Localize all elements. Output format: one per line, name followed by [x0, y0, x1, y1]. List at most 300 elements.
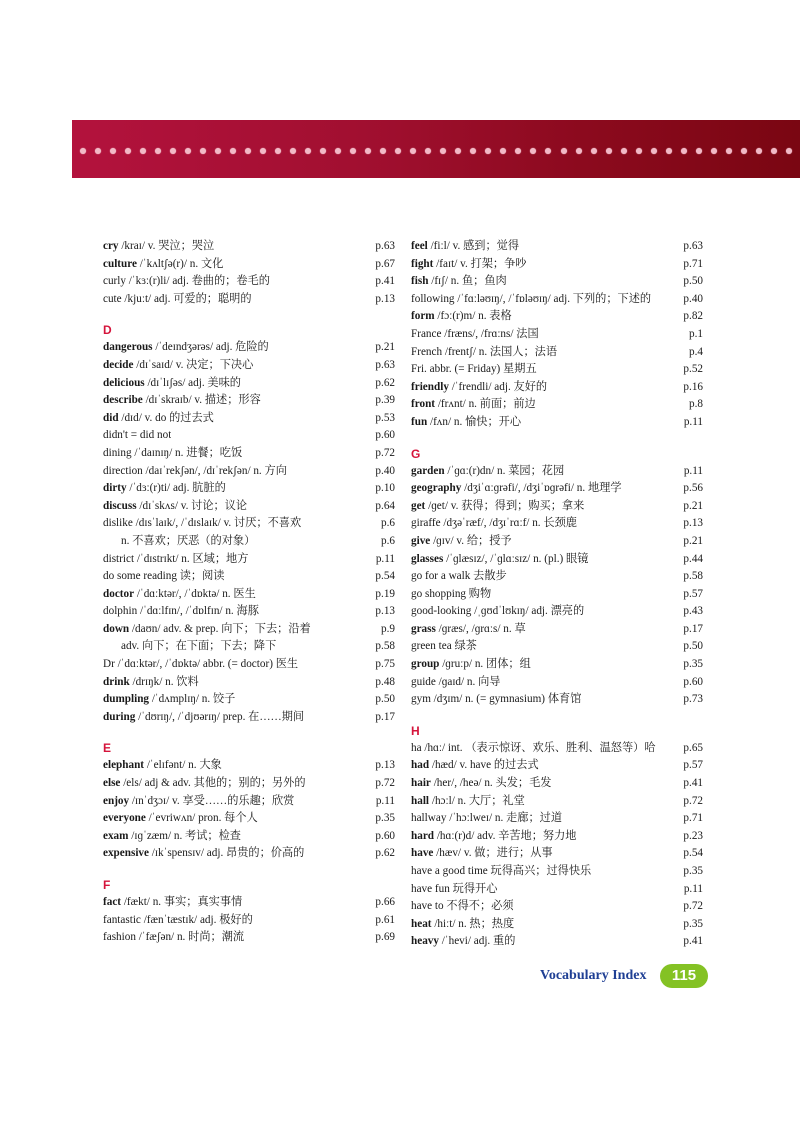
entry-page: p.4 — [689, 345, 703, 358]
entry-page: p.21 — [683, 534, 703, 547]
vocabulary-entry — [411, 238, 703, 256]
entry-definition: /fʌn/ n. 愉快；开心 — [427, 415, 522, 428]
entry-definition: /ˈhevi/ adj. 重的 — [438, 935, 516, 948]
banner-dot — [320, 148, 326, 154]
entry-definition: /ˈfrendli/ adj. 友好的 — [448, 380, 548, 393]
banner-dot — [140, 148, 146, 154]
entry-page: p.13 — [375, 292, 395, 305]
vocabulary-entry — [103, 238, 395, 256]
entry-text — [103, 410, 214, 428]
vocabulary-entry — [411, 775, 703, 793]
vocabulary-entry — [103, 775, 395, 793]
vocabulary-entry — [411, 414, 703, 432]
entry-page: p.35 — [683, 658, 703, 671]
banner-dot — [470, 148, 476, 154]
entry-text — [411, 845, 553, 863]
vocabulary-entry — [411, 621, 703, 639]
entry-text — [103, 515, 301, 533]
banner-dot-row — [80, 146, 792, 156]
entry-text — [411, 515, 577, 533]
entry-headword: everyone — [103, 812, 146, 825]
banner-dot — [741, 148, 747, 154]
entry-definition: /fækt/ n. 事实；真实事情 — [121, 896, 243, 908]
entry-headword: friendly — [411, 380, 449, 393]
vocabulary-entry — [411, 674, 703, 692]
entry-page: p.57 — [683, 759, 703, 772]
entry-text — [411, 793, 525, 811]
entry-text — [411, 810, 562, 828]
entry-page: p.69 — [375, 931, 395, 944]
vocabulary-entry — [103, 894, 395, 912]
banner-dot — [696, 148, 702, 154]
entry-text — [411, 414, 521, 432]
entry-page: p.48 — [375, 675, 395, 688]
entry-text — [411, 308, 512, 326]
entry-page: p.71 — [683, 257, 703, 270]
vocabulary-entry — [411, 515, 703, 533]
banner-dot — [170, 148, 176, 154]
entry-text — [411, 740, 656, 758]
banner-dot — [545, 148, 551, 154]
entry-text — [103, 586, 256, 604]
entry-definition: /ˈɡɑː(r)dn/ n. 菜园；花园 — [444, 464, 565, 477]
entry-text — [103, 498, 247, 516]
vocabulary-entry — [411, 533, 703, 551]
entry-page: p.41 — [375, 275, 395, 288]
entry-page: p.21 — [683, 499, 703, 512]
entry-page: p.21 — [375, 341, 395, 354]
vocabulary-entry — [103, 603, 395, 621]
entry-page: p.11 — [375, 552, 395, 565]
entry-definition: /hɑː(r)d/ adv. 辛苦地；努力地 — [434, 829, 577, 842]
page-number-badge: 115 — [660, 964, 708, 988]
entry-page: p.40 — [375, 464, 395, 477]
vocabulary-entry — [103, 445, 395, 463]
entry-text — [411, 603, 584, 621]
entry-page: p.11 — [683, 882, 703, 895]
entry-definition: /fɔː(r)m/ n. 表格 — [434, 310, 512, 323]
entry-headword: front — [411, 398, 436, 411]
section-gap — [411, 709, 703, 720]
banner-dot — [215, 148, 221, 154]
entry-definition: do some reading 读；阅读 — [103, 570, 225, 583]
entry-definition: go shopping 购物 — [411, 587, 492, 600]
entry-page: p.13 — [375, 759, 395, 772]
entry-page: p.72 — [375, 777, 395, 790]
banner-dot — [515, 148, 521, 154]
entry-text — [103, 427, 171, 445]
vocabulary-entry — [103, 427, 395, 445]
entry-page: p.13 — [683, 517, 703, 530]
entry-definition: /ɪkˈspensɪv/ adj. 昂贵的；价高的 — [149, 847, 305, 860]
entry-headword: enjoy — [103, 794, 130, 807]
banner-dot — [666, 148, 672, 154]
entry-definition: ha /hɑː/ int. （表示惊讶、欢乐、胜利、温怒等）哈 — [411, 741, 656, 754]
entry-definition: /ˈdʊrɪŋ/, /ˈdjʊərɪŋ/ prep. 在……期间 — [135, 710, 305, 723]
vocabulary-entry — [103, 392, 395, 410]
entry-text — [103, 291, 252, 309]
section-gap — [103, 308, 395, 319]
entry-headword: feel — [411, 240, 428, 252]
vocabulary-entry — [103, 757, 395, 775]
entry-definition: /ˈdʌmplɪŋ/ n. 饺子 — [149, 693, 236, 706]
vocabulary-entry — [411, 586, 703, 604]
entry-page: p.61 — [375, 913, 395, 926]
entry-definition: /frʌnt/ n. 前面；前边 — [435, 398, 536, 411]
entry-definition: /fɪʃ/ n. 鱼；鱼肉 — [428, 275, 507, 288]
banner-dot — [80, 148, 86, 154]
entry-definition: dislike /dɪsˈlaɪk/, /ˈdɪslaɪk/ v. 讨厌；不喜欢 — [103, 517, 302, 530]
entry-text — [103, 674, 199, 692]
vocabulary-entry — [411, 933, 703, 951]
entry-definition: go for a walk 去散步 — [411, 570, 507, 583]
entry-headword: discuss — [103, 499, 137, 512]
entry-page: p.60 — [375, 429, 395, 442]
entry-page: p.50 — [683, 275, 703, 288]
entry-headword: exam — [103, 829, 129, 842]
entry-text — [411, 933, 515, 951]
entry-headword: dumpling — [103, 693, 150, 706]
entry-page: p.58 — [683, 570, 703, 583]
banner-dot — [681, 148, 687, 154]
entry-page: p.35 — [683, 865, 703, 877]
section-letter: D — [103, 323, 112, 338]
entry-page: p.19 — [375, 587, 395, 600]
entry-definition: French /frentʃ/ n. 法国人；法语 — [411, 345, 558, 358]
banner-dot — [185, 148, 191, 154]
vocabulary-entry — [103, 480, 395, 498]
entry-continuation — [103, 533, 395, 551]
vocabulary-entry — [411, 396, 703, 414]
entry-definition: following /ˈfɑːləʊɪŋ/, /ˈfɒləʊɪŋ/ adj. 下列的；下述的 — [411, 292, 652, 305]
banner-dot — [771, 148, 777, 154]
entry-page: p.57 — [683, 587, 703, 600]
banner-dot — [275, 148, 281, 154]
entry-headword: dirty — [103, 482, 127, 495]
vocabulary-entry — [411, 498, 703, 516]
vocabulary-entry — [103, 551, 395, 569]
banner-dot — [290, 148, 296, 154]
vocabulary-entry — [411, 463, 703, 481]
entry-page: p.50 — [683, 640, 703, 653]
entry-text — [103, 757, 222, 775]
entry-headword: hair — [411, 777, 431, 790]
vocabulary-entry — [103, 912, 395, 930]
banner-dot — [455, 148, 461, 154]
banner-dot — [380, 148, 386, 154]
vocabulary-entry — [103, 410, 395, 428]
banner-dot — [786, 148, 792, 154]
banner-dot — [230, 148, 236, 154]
entry-definition: have to 不得不；必须 — [411, 900, 514, 913]
entry-continuation-text: adv. 向下；在下面；下去；降下 — [121, 640, 277, 653]
entry-text — [103, 551, 248, 569]
entry-text — [411, 396, 536, 414]
vocabulary-entry — [411, 845, 703, 863]
entry-definition: /dɪˈskraɪb/ v. 描述；形容 — [142, 394, 261, 407]
entry-definition: /ɡruːp/ n. 团体；组 — [439, 658, 531, 671]
vocabulary-entry — [103, 793, 395, 811]
entry-page: p.17 — [683, 622, 703, 635]
entry-page: p.50 — [375, 693, 395, 706]
entry-page: p.41 — [683, 777, 703, 790]
entry-page: p.44 — [683, 552, 703, 565]
entry-text — [103, 339, 269, 357]
entry-page: p.63 — [683, 240, 703, 252]
entry-page: p.35 — [683, 917, 703, 930]
entry-definition: fantastic /fænˈtæstɪk/ adj. 极好的 — [103, 913, 253, 926]
entry-text — [411, 533, 512, 551]
vocabulary-entry — [103, 515, 395, 533]
entry-headword: else — [103, 777, 121, 790]
entry-definition: curly /ˈkɜː(r)li/ adj. 卷曲的；卷毛的 — [103, 275, 270, 288]
entry-page: p.13 — [375, 605, 395, 618]
entry-page: p.72 — [683, 900, 703, 913]
vocabulary-entry — [103, 709, 395, 727]
entry-definition: /ˈɡlæsɪz/, /ˈɡlɑːsɪz/ n. (pl.) 眼镜 — [443, 552, 589, 565]
entry-definition: /dɪˈlɪʃəs/ adj. 美味的 — [144, 376, 241, 389]
entry-page: p.11 — [683, 464, 703, 477]
entry-text — [411, 568, 507, 586]
vocabulary-entry — [411, 757, 703, 775]
vocabulary-entry — [103, 929, 395, 947]
entry-definition: /hɔːl/ n. 大厅；礼堂 — [429, 794, 525, 807]
entry-page: p.72 — [683, 794, 703, 807]
entry-page: p.1 — [689, 327, 703, 340]
entry-text — [103, 463, 287, 481]
entry-definition: /her/, /heə/ n. 头发；毛发 — [430, 777, 552, 790]
entry-definition: /ˈevriwʌn/ pron. 每个人 — [145, 812, 258, 825]
entry-text — [411, 656, 531, 674]
entry-definition: Dr /ˈdɑːktər/, /ˈdɒktə/ abbr. (= doctor) 医生 — [103, 658, 299, 671]
entry-definition: district /ˈdɪstrɪkt/ n. 区域；地方 — [103, 552, 249, 565]
vocabulary-entry — [103, 375, 395, 393]
entry-definition: France /fræns/, /frɑːns/ 法国 — [411, 327, 539, 340]
entry-headword: group — [411, 658, 440, 671]
entry-headword: fun — [411, 415, 428, 428]
entry-page: p.54 — [683, 847, 703, 860]
entry-text — [411, 881, 497, 899]
banner-dot — [245, 148, 251, 154]
entry-page: p.62 — [375, 847, 395, 860]
entry-page: p.11 — [683, 415, 703, 428]
banner-dot — [711, 148, 717, 154]
entry-page: p.41 — [683, 935, 703, 948]
entry-text — [411, 463, 564, 481]
entry-page: p.63 — [375, 240, 395, 252]
entry-definition: giraffe /dʒəˈræf/, /dʒɪˈrɑːf/ n. 长颈鹿 — [411, 517, 577, 530]
entry-definition: /ˈelɪfənt/ n. 大象 — [144, 759, 222, 772]
banner-dot — [500, 148, 506, 154]
entry-definition: /ɡræs/, /ɡrɑːs/ n. 草 — [435, 622, 526, 635]
entry-headword: did — [103, 411, 119, 424]
banner-dot — [260, 148, 266, 154]
vocabulary-entry — [411, 916, 703, 934]
entry-text — [411, 256, 527, 274]
entry-headword: give — [411, 534, 431, 547]
entry-headword: expensive — [103, 847, 149, 860]
vocabulary-entry — [103, 656, 395, 674]
entry-text — [103, 894, 242, 912]
entry-text — [411, 916, 514, 934]
entry-page: p.62 — [375, 376, 395, 389]
vocabulary-entry — [411, 568, 703, 586]
entry-page: p.54 — [375, 570, 395, 583]
banner-dot — [335, 148, 341, 154]
entry-headword: get — [411, 499, 426, 512]
banner-dot — [305, 148, 311, 154]
entry-page: p.53 — [375, 411, 395, 424]
entry-headword: doctor — [103, 587, 135, 600]
entry-definition: /dʒiˈɑːɡrəfi/, /dʒiˈɒɡrəfi/ n. 地理学 — [461, 482, 622, 495]
entry-page: p.17 — [375, 710, 395, 723]
entry-text — [103, 480, 226, 498]
banner-dot — [110, 148, 116, 154]
entry-definition: /dɪd/ v. do 的过去式 — [118, 411, 214, 424]
entry-headword: drink — [103, 675, 130, 688]
entry-headword: down — [103, 622, 130, 635]
entry-page: p.11 — [375, 794, 395, 807]
entry-text — [103, 656, 298, 674]
entry-definition: /daʊn/ adv. & prep. 向下；下去；沿着 — [129, 622, 311, 635]
entry-definition: /ˈdɑːktər/, /ˈdɒktə/ n. 医生 — [134, 587, 256, 600]
entry-definition: have fun 玩得开心 — [411, 882, 498, 895]
entry-headword: hard — [411, 829, 435, 842]
vocabulary-entry — [411, 638, 703, 656]
entry-definition: /ˈdɜː(r)ti/ adj. 肮脏的 — [126, 482, 226, 495]
entry-text — [103, 912, 253, 930]
section-letter: F — [103, 878, 111, 892]
entry-definition: /ˈdeɪndʒərəs/ adj. 危险的 — [152, 341, 269, 354]
entry-headword: heat — [411, 917, 432, 930]
vocabulary-entry — [103, 845, 395, 863]
vocabulary-entry — [411, 308, 703, 326]
entry-headword: culture — [103, 257, 137, 270]
entry-headword: garden — [411, 464, 445, 477]
entry-headword: fight — [411, 257, 434, 270]
section-letter: E — [103, 741, 112, 756]
entry-page: p.65 — [683, 741, 703, 754]
entry-headword: fish — [411, 275, 429, 288]
entry-definition: green tea 绿茶 — [411, 640, 477, 653]
entry-text — [411, 480, 622, 498]
entry-page: p.43 — [683, 605, 703, 618]
vocabulary-entry — [103, 586, 395, 604]
entry-definition: direction /daɪˈrekʃən/, /dɪˈrekʃən/ n. 方向 — [103, 464, 287, 477]
entry-definition: /hæv/ v. 做；进行；从事 — [433, 847, 553, 860]
vocabulary-entry — [103, 256, 395, 274]
entry-text — [103, 568, 225, 586]
entry-text — [103, 357, 253, 375]
entry-text — [411, 691, 581, 709]
entry-page: p.58 — [375, 640, 395, 653]
entry-page: p.82 — [683, 310, 703, 323]
entry-text — [103, 810, 258, 828]
vocabulary-entry — [103, 273, 395, 291]
banner-dot — [350, 148, 356, 154]
banner-dot — [530, 148, 536, 154]
banner-dot — [636, 148, 642, 154]
banner-dot — [440, 148, 446, 154]
entry-headword: hall — [411, 794, 430, 807]
vocabulary-entry — [411, 740, 703, 758]
entry-definition: hallway /ˈhɔːlweɪ/ n. 走廊；过道 — [411, 812, 563, 825]
vocabulary-entry — [103, 810, 395, 828]
entry-text — [411, 828, 576, 846]
banner-dot — [726, 148, 732, 154]
vocabulary-entry — [411, 344, 703, 362]
entry-definition: cute /kjuːt/ adj. 可爱的；聪明的 — [103, 292, 252, 305]
section-gap — [103, 726, 395, 737]
entry-page: p.60 — [375, 829, 395, 842]
vocabulary-entry — [411, 326, 703, 344]
banner-dot — [485, 148, 491, 154]
entry-headword: cry — [103, 240, 119, 252]
entry-headword: decide — [103, 358, 134, 371]
entry-page: p.64 — [375, 499, 395, 512]
entry-page: p.71 — [683, 812, 703, 825]
entry-definition: /ɪɡˈzæm/ n. 考试；检查 — [128, 829, 241, 842]
entry-text — [411, 498, 584, 516]
banner-dot — [155, 148, 161, 154]
vocabulary-entry — [411, 810, 703, 828]
entry-text — [411, 238, 519, 256]
entry-definition: /faɪt/ v. 打架；争吵 — [433, 257, 527, 270]
entry-page: p.66 — [375, 896, 395, 908]
vocabulary-entry — [103, 568, 395, 586]
entry-page: p.40 — [683, 292, 703, 305]
entry-definition: dining /ˈdaɪnɪŋ/ n. 进餐；吃饭 — [103, 446, 243, 459]
vocabulary-entry — [411, 551, 703, 569]
vocabulary-entry — [411, 480, 703, 498]
entry-text — [103, 621, 311, 639]
entry-text — [103, 775, 306, 793]
banner-dot — [200, 148, 206, 154]
entry-text — [411, 326, 539, 344]
entry-headword: during — [103, 710, 136, 723]
entry-definition: didn't = did not — [103, 429, 172, 442]
banner-dot — [95, 148, 101, 154]
vocabulary-entry — [103, 498, 395, 516]
entry-text — [103, 929, 244, 947]
entry-definition: guide /ɡaɪd/ n. 向导 — [411, 675, 501, 688]
entry-headword: have — [411, 847, 434, 860]
banner-dot — [591, 148, 597, 154]
entry-text — [411, 621, 526, 639]
entry-headword: glasses — [411, 552, 444, 565]
vocabulary-entry — [103, 357, 395, 375]
entry-text — [103, 793, 294, 811]
entry-headword: heavy — [411, 935, 439, 948]
entry-page: p.60 — [683, 675, 703, 688]
entry-text — [411, 775, 551, 793]
vocabulary-entry — [103, 463, 395, 481]
entry-headword: geography — [411, 482, 462, 495]
vocabulary-entry — [103, 674, 395, 692]
entry-headword: dangerous — [103, 341, 153, 354]
banner-dot — [365, 148, 371, 154]
banner-dot — [561, 148, 567, 154]
banner-dot — [395, 148, 401, 154]
entry-text — [103, 256, 223, 274]
entry-text — [103, 845, 304, 863]
vocabulary-entry — [411, 291, 703, 309]
entry-page: p.6 — [381, 534, 395, 547]
vocabulary-entry — [411, 656, 703, 674]
entry-text — [103, 603, 259, 621]
entry-text — [411, 291, 651, 309]
entry-headword: had — [411, 759, 430, 772]
